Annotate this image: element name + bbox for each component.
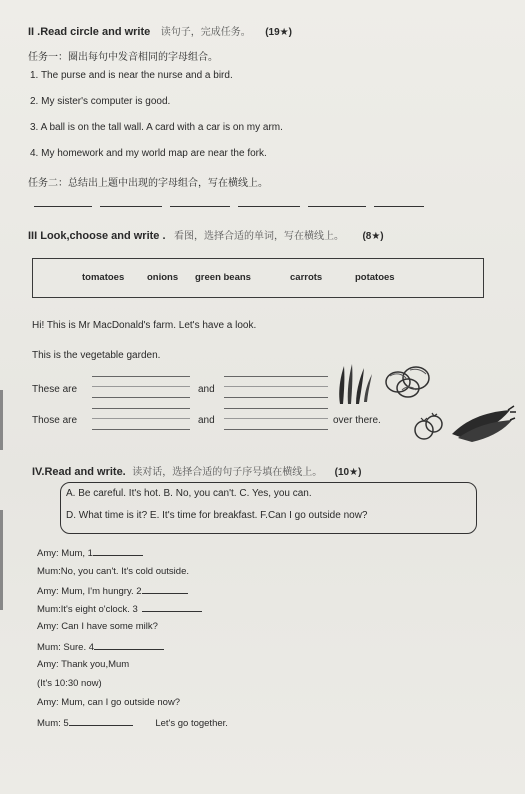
onions-picture — [382, 360, 438, 402]
answer-box-midline — [224, 386, 328, 387]
dialogue-line-6: Mum: Sure. 4 — [37, 640, 164, 653]
answer-box[interactable] — [224, 376, 328, 398]
section4-header — [32, 462, 361, 480]
dialogue-line-10: Mum: 5 Let's go together. — [37, 718, 228, 729]
dialogue-last-tail: Let's go together. — [155, 718, 228, 729]
section3-heading: III Look,choose and write . — [28, 230, 166, 242]
dialogue-line-3: Amy: Mum, I'm hungry. 2 — [37, 584, 188, 597]
answer-box-midline — [92, 386, 190, 387]
word-bank-item: onions — [147, 272, 179, 283]
word-bank-item: tomatoes — [82, 272, 125, 283]
answer-line[interactable] — [170, 206, 230, 207]
dialogue-line-4: Mum:It's eight o'clock. 3 — [37, 602, 202, 615]
row1-mid: and — [198, 384, 215, 395]
row2-mid: and — [198, 415, 215, 426]
section4-heading-cn: 读对话，选择合适的句子序号填在横线上。 — [132, 467, 323, 478]
answer-box[interactable] — [92, 376, 190, 398]
section4-score: (10★) — [334, 467, 362, 478]
options-line-1: A. Be careful. It's hot. B. No, you can't. C. Yes, you can. — [66, 488, 312, 499]
garden-intro: This is the vegetable garden. — [32, 350, 161, 361]
section4-heading: IV.Read and write. — [32, 466, 126, 478]
options-line-2: D. What time is it? E. It's time for breakfast. F.Can I go outside now? — [66, 510, 368, 521]
word-bank-item: potatoes — [355, 272, 395, 283]
section3-header — [28, 226, 384, 244]
section2-heading-cn: 读句子，完成任务。 — [160, 27, 251, 38]
answer-line[interactable] — [34, 206, 92, 207]
green-beans-picture — [334, 362, 374, 406]
answer-blank-2[interactable] — [142, 584, 188, 594]
dialogue-line-8: (It's 10:30 now) — [37, 678, 102, 689]
dialogue-line-7: Amy: Thank you,Mum — [37, 659, 130, 670]
answer-line[interactable] — [374, 206, 424, 207]
section2-line-1: 1. The purse and is near the nurse and a bird. — [30, 70, 233, 81]
answer-box-midline — [92, 418, 190, 419]
section2-score: (19★) — [265, 27, 292, 38]
page-edge-mark — [0, 510, 3, 610]
word-bank-item: green beans — [195, 272, 251, 283]
farm-intro: Hi! This is Mr MacDonald's farm. Let's have a look. — [32, 320, 257, 331]
row1-start: These are — [32, 384, 78, 395]
section2-task1: 任务一：圈出每句中发音相同的字母组合。 — [28, 52, 218, 63]
answer-box[interactable] — [92, 408, 190, 430]
tomatoes-picture — [412, 410, 446, 444]
section2-line-3: 3. A ball is on the tall wall. A card with a car is on my arm. — [30, 122, 283, 133]
word-bank-item: carrots — [290, 272, 323, 283]
dialogue-line-5: Amy: Can I have some milk? — [37, 621, 158, 632]
dialogue-line-9: Amy: Mum, can I go outside now? — [37, 697, 181, 708]
page-edge-mark — [0, 390, 3, 450]
section2-heading: II .Read circle and write — [28, 26, 151, 38]
section2-line-4: 4. My homework and my world map are near the fork. — [30, 148, 267, 159]
dialogue-line-1: Amy: Mum, 1 — [37, 546, 143, 559]
row2-end: over there. — [333, 415, 381, 426]
answer-blank-5[interactable] — [69, 716, 133, 726]
answer-blank-1[interactable] — [93, 546, 143, 556]
section3-heading-cn: 看图，选择合适的单词，写在横线上。 — [173, 231, 344, 242]
section2-header — [28, 22, 292, 40]
section2-line-2: 2. My sister's computer is good. — [30, 96, 171, 107]
dialogue-line-2: Mum:No, you can't. It's cold outside. — [37, 566, 189, 577]
answer-box-midline — [224, 418, 328, 419]
section3-score: (8★) — [362, 231, 384, 242]
answer-blank-3[interactable] — [142, 602, 202, 612]
answer-line[interactable] — [100, 206, 162, 207]
section2-task2: 任务二：总结出上题中出现的字母组合，写在横线上。 — [28, 178, 268, 189]
answer-line[interactable] — [308, 206, 366, 207]
answer-blank-4[interactable] — [94, 640, 164, 650]
answer-line[interactable] — [238, 206, 300, 207]
row2-start: Those are — [32, 415, 78, 426]
answer-box[interactable] — [224, 408, 328, 430]
carrots-picture — [450, 404, 516, 444]
